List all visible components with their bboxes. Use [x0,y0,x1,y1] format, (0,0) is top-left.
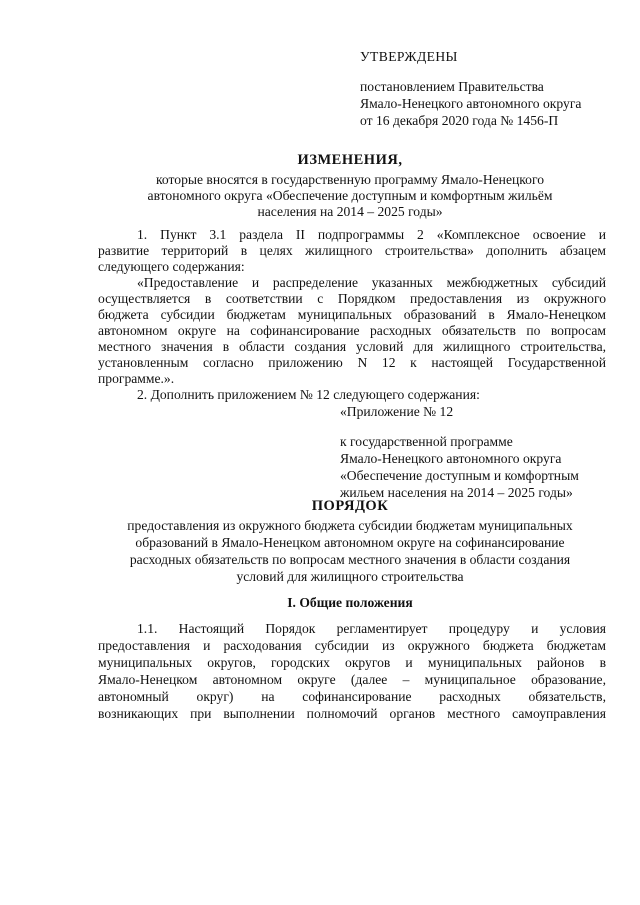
order-subtitle-line: расходных обязательств по вопросам местного значения в области создания [129,552,571,567]
section1-line: 1.1. Настоящий Порядок регламентирует процедуру и условия [137,621,606,636]
approval-line: постановлением Правительства [360,79,544,94]
approval-line: от 16 декабря 2020 года № 1456-П [360,113,559,128]
item1-line: следующего содержания: [98,259,245,274]
section-title: I. Общие положения [287,595,413,610]
order-subtitle-line: предоставления из окружного бюджета субсидии бюджетам муниципальных [127,518,573,533]
quote-line: «Предоставление и распределение указанных межбюджетных субсидий [137,275,606,290]
quote-line: установленным согласно приложению N 12 к настоящей Государственной [98,355,606,370]
order-title: ПОРЯДОК [311,498,389,514]
appendix-line: «Обеспечение доступным и комфортным [340,468,579,483]
quote-line: программе.». [98,371,175,386]
section1-line: предоставления и расходования субсидии из окружного бюджета бюджетам [98,638,606,653]
appendix-line: к государственной программе [340,434,513,449]
quote-line: местного значения в области создания условий для жилищного строительства, [98,339,606,354]
order-subtitle-line: образований в Ямало-Ненецком автономном округе на софинансирование [135,535,565,550]
approval-line: Ямало-Ненецкого автономного округа [360,96,582,111]
quote-line: осуществляется в соответствии с Порядком предоставления из окружного [98,291,606,306]
quote-line: бюджета субсидии бюджетам муниципальных образований в Ямало-Ненецком [98,307,606,322]
appendix-heading: «Приложение № 12 [340,404,454,419]
section1-line: муниципальных округов, городских округов и муниципальных районов в [98,655,606,670]
quote-line: автономном округе на софинансирование расходных обязательств по вопросам [98,323,606,338]
appendix-line: жильем населения на 2014 – 2025 годы» [340,485,573,500]
appendix-line: Ямало-Ненецкого автономного округа [340,451,562,466]
section1-line: автономный округ) на софинансирование расходных обязательств, [98,689,606,704]
order-subtitle-line: условий для жилищного строительства [236,569,464,584]
changes-subtitle-line: которые вносятся в государственную программу Ямало-Ненецкого [155,172,545,187]
item2-line: 2. Дополнить приложением № 12 следующего содержания: [137,387,480,402]
item1-line: 1. Пункт 3.1 раздела II подпрограммы 2 «Комплексное освоение и [137,227,606,242]
section1-line: возникающих при выполнении полномочий органов местного самоуправления [98,706,606,721]
changes-title: ИЗМЕНЕНИЯ, [297,152,403,168]
approval-heading: УТВЕРЖДЕНЫ [360,49,458,64]
changes-subtitle-line: автономного округа «Обеспечение доступным и комфортным жильём [147,188,553,203]
item1-line: развитие территорий в целях жилищного строительства» дополнить абзацем [98,243,606,258]
changes-subtitle-line: населения на 2014 – 2025 годы» [257,204,443,219]
section1-line: Ямало-Ненецком автономном округе (далее – муниципальное образование, [98,672,606,687]
